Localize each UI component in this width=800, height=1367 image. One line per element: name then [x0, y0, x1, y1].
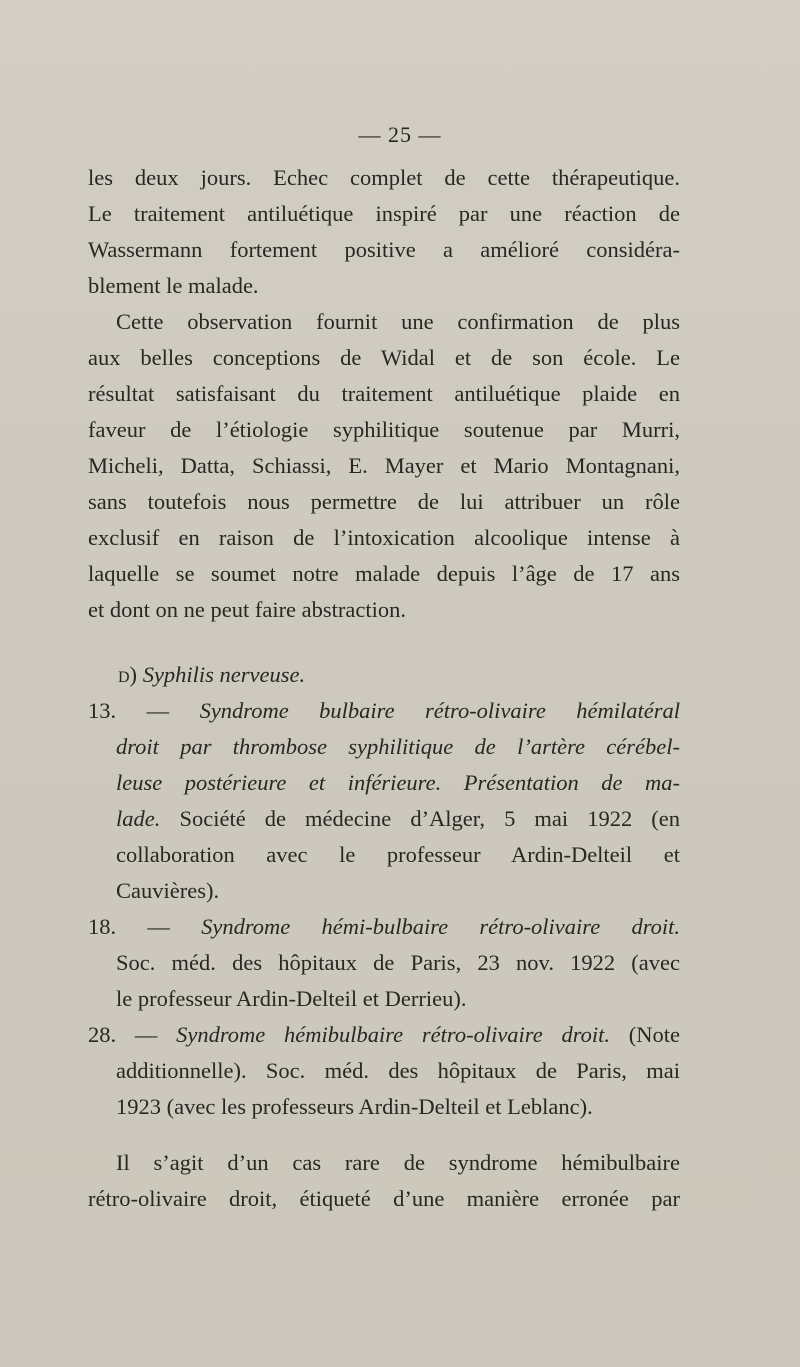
- section-heading: [118, 657, 305, 693]
- entry-dash: —: [146, 698, 170, 723]
- text-line: les deux jours. Echec complet de cette thérapeutique.: [88, 165, 680, 190]
- text-line: sans toutefois nous permettre de lui attribuer un rôle: [88, 489, 680, 514]
- page-number: — 25 —: [358, 122, 442, 147]
- entry-dash: —: [134, 1022, 158, 1047]
- entry-citation: collaboration avec le professeur Ardin-Delteil et: [116, 842, 680, 867]
- text-line: aux belles conceptions de Widal et de son école. Le: [88, 345, 680, 370]
- text-line: Le traitement antiluétique inspiré par une réaction de: [88, 201, 680, 226]
- entry-dash: —: [147, 914, 170, 939]
- list-item-28-line: [88, 1017, 680, 1053]
- entry-title: Syndrome hémibulbaire rétro-olivaire droit.: [176, 1022, 611, 1047]
- entry-citation: additionnelle). Soc. méd. des hôpitaux de Paris, mai: [116, 1058, 680, 1083]
- entry-title: leuse postérieure et inférieure. Présentation de ma-: [116, 770, 680, 795]
- entry-citation: Soc. méd. des hôpitaux de Paris, 23 nov. 1922 (avec: [116, 950, 680, 975]
- text-line: rétro-olivaire droit, étiqueté d’une manière erronée par: [88, 1186, 680, 1211]
- list-item-13-line: [88, 693, 680, 729]
- text-line: faveur de l’étiologie syphilitique soutenue par Murri,: [88, 417, 680, 442]
- body-text-bottom: [88, 1145, 680, 1217]
- section-letter: d): [118, 662, 138, 687]
- body-text-top: [88, 160, 680, 628]
- text-line: blement le malade.: [88, 273, 259, 298]
- entry-citation: 1923 (avec les professeurs Ardin-Delteil et Leblanc).: [116, 1094, 593, 1119]
- text-line: laquelle se soumet notre malade depuis l’âge de 17 ans: [88, 561, 680, 586]
- text-line: Micheli, Datta, Schiassi, E. Mayer et Mario Montagnani,: [88, 453, 680, 478]
- entry-citation: Cauvières).: [116, 878, 220, 903]
- list-item-13-line: [88, 801, 680, 837]
- text-line: Il s’agit d’un cas rare de syndrome hémibulbaire: [116, 1150, 680, 1175]
- entry-citation: le professeur Ardin-Delteil et Derrieu).: [116, 986, 467, 1011]
- entry-title: droit par thrombose syphilitique de l’artère cérébel-: [116, 734, 680, 759]
- text-line: et dont on ne peut faire abstraction.: [88, 597, 407, 622]
- text-line: Wassermann fortement positive a amélioré considéra-: [88, 237, 680, 262]
- entry-title: Syndrome hémi-bulbaire rétro-olivaire droit.: [201, 914, 681, 939]
- entry-title: lade.: [116, 806, 161, 831]
- entry-number: 13.: [88, 698, 117, 723]
- publication-list: [88, 693, 680, 1125]
- text-line: résultat satisfaisant du traitement antiluétique plaide en: [88, 381, 680, 406]
- entry-number: 28.: [88, 1022, 117, 1047]
- entry-citation: (Note: [628, 1022, 680, 1047]
- text-line: Cette observation fournit une confirmation de plus: [116, 309, 680, 334]
- section-title: Syphilis nerveuse.: [142, 662, 306, 687]
- entry-citation: Société de médecine d’Alger, 5 mai 1922 (en: [179, 806, 681, 831]
- text-line: exclusif en raison de l’intoxication alcoolique intense à: [88, 525, 680, 550]
- list-item-18-line: [88, 909, 680, 945]
- entry-title: Syndrome bulbaire rétro-olivaire hémilatéral: [199, 698, 681, 723]
- entry-number: 18.: [88, 914, 117, 939]
